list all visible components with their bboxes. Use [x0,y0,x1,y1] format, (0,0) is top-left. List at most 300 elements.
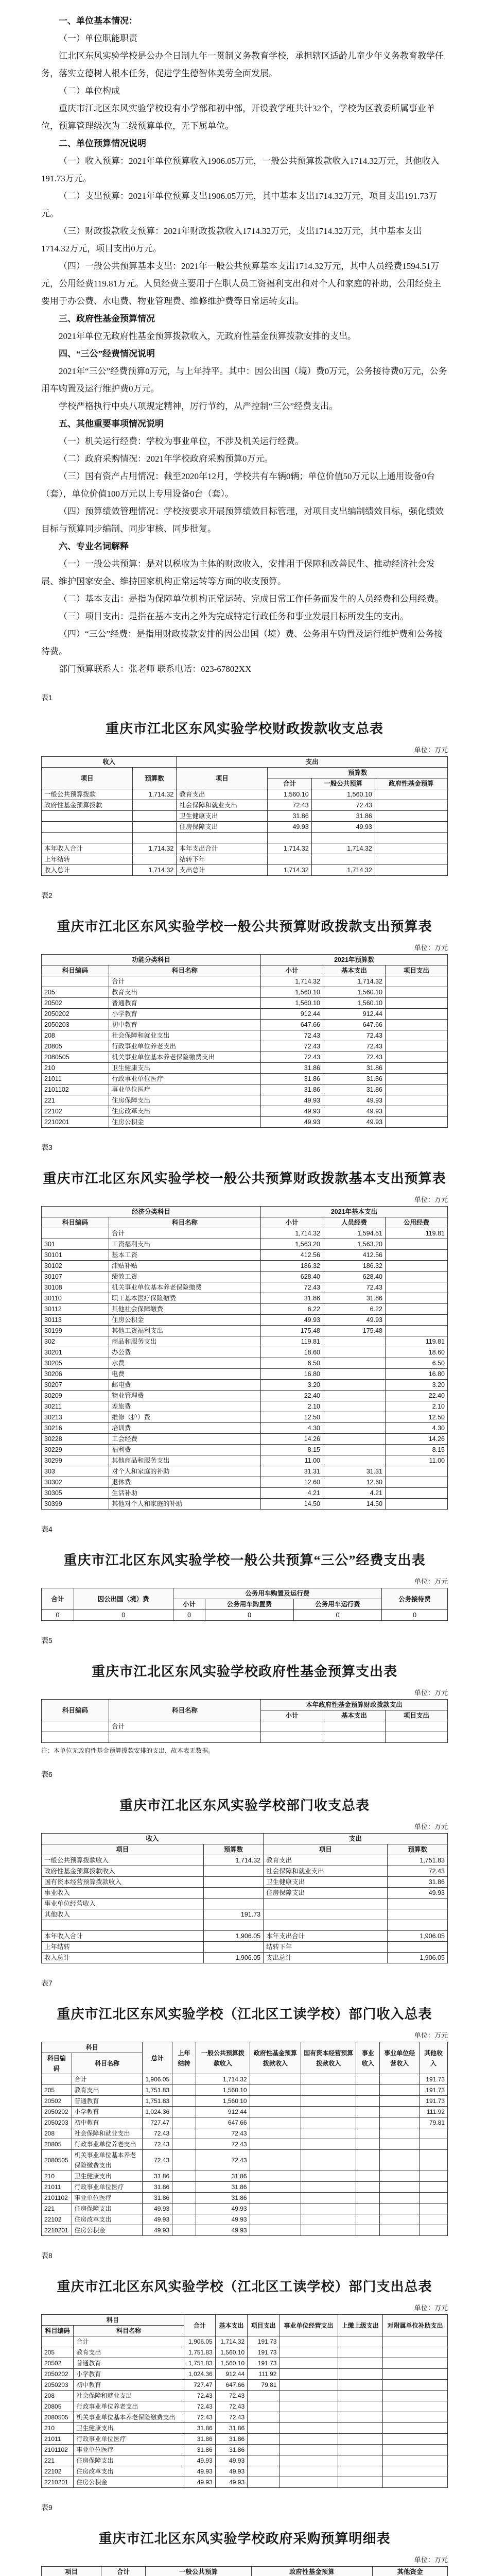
col-header: 项目 [42,768,133,789]
table-cell: 1,563.20 [261,1239,323,1250]
table-cell: 2101102 [42,1084,109,1095]
table-cell: 72.43 [196,2128,250,2139]
table-cell [375,789,447,800]
table-cell [280,2423,338,2434]
table-cell: 支出总计 [177,865,268,876]
table-cell [386,1466,448,1477]
table-cell [380,2074,420,2085]
table-cell [386,1063,448,1074]
table-cell [42,2336,74,2347]
table-cell: 6.50 [261,1358,323,1369]
table-row [42,2369,448,2380]
table-row [42,1095,448,1106]
table-cell: 191.73 [420,2085,448,2096]
col-header: 人员经费 [323,1217,386,1228]
dept-income-table [41,2042,448,2236]
table-cell: 30199 [42,1326,109,1336]
table-cell: 647.66 [261,1020,323,1030]
table-cell: 工资福利支出 [109,1239,261,1250]
col-header: 科目 [42,2042,143,2053]
table-cell [386,1488,448,1499]
unit-label: 单位：万元 [414,1196,448,1204]
table-cell: 0 [382,1610,448,1621]
table-cell: 119.81 [386,1228,448,1239]
table-row [42,1063,448,1074]
table-cell: 191.73 [248,2358,280,2369]
table-cell: 21011 [42,1074,109,1084]
table-cell [386,1261,448,1272]
table-row [42,1953,448,1963]
table-cell: 49.93 [196,2204,250,2214]
table-cell [203,1877,264,1888]
paragraph: （一）一般公共预算：是对以税收为主体的财政收入，安排用于保障和改善民生、推动经济社会发展、维护国家安全、维持国家机构正常运转等方面的收支预算。 [41,559,435,586]
table-cell [248,2401,280,2412]
table-cell: 31.86 [323,1063,386,1074]
col-header: 对附属单位补助支出 [383,2315,448,2336]
table-cell [356,2204,380,2214]
procurement-table [41,2566,448,2576]
table-row [42,1369,448,1380]
table-row [42,1434,448,1445]
table-cell [177,833,268,843]
table-cell [356,2074,380,2085]
table-cell: 191.73 [248,2347,280,2358]
table-cell: 31.31 [261,1466,323,1477]
table-cell: 住房保障支出 [177,822,268,833]
table-cell [248,2423,280,2434]
table-cell [268,833,311,843]
basic-expense-table [41,1206,448,1510]
table-cell: 31.86 [143,2193,172,2204]
table-row [42,1074,448,1084]
table-cell: 2080505 [42,2150,72,2171]
table-cell: 49.93 [261,1095,323,1106]
table-cell [280,2347,338,2358]
table-cell: 绩效工资 [109,1272,261,1282]
table-row [42,998,448,1009]
table-cell: 49.93 [196,2214,250,2225]
table-cell [338,2455,383,2466]
table-cell [388,1899,448,1909]
col-header: 科目名称 [109,1700,261,1721]
table-cell: 4.21 [261,1488,323,1499]
table-cell: 49.93 [196,2225,250,2236]
table-row [42,1610,448,1621]
table-cell [203,1866,264,1877]
table-cell: 20805 [42,2139,72,2150]
table-cell [356,2107,380,2117]
table-row [42,2445,448,2455]
table-cell [338,2380,383,2391]
table-row [42,2182,448,2193]
table-cell: 30299 [42,1455,109,1466]
table-row [42,1855,448,1866]
table-cell: 49.93 [261,1117,323,1128]
table-cell [388,1942,448,1953]
table-cell: 福利费 [109,1445,261,1455]
table-cell: 72.43 [196,2150,250,2171]
table-cell: 行政事业单位养老支出 [109,1041,261,1052]
col-header: 科目编码 [42,965,109,976]
table-cell: 31.86 [388,1877,448,1888]
table-cell: 0 [293,1610,381,1621]
table-cell: 31.86 [323,1074,386,1084]
table-cell: 31.86 [268,811,311,822]
table-cell [386,1304,448,1315]
table-cell: 21011 [42,2182,72,2193]
table-cell: 2101102 [42,2445,74,2455]
table-cell [323,1721,386,1732]
table-cell: 1,560.10 [196,2096,250,2107]
table-cell [172,2225,196,2236]
table-cell [356,2150,380,2171]
table-title: 重庆市江北区东风实验学校（江北区工读学校）部门收入总表 [57,2007,432,2022]
table-cell: 186.32 [261,1261,323,1272]
table-cell: 191.73 [420,2096,448,2107]
table-cell [386,1030,448,1041]
table-cell [301,2182,356,2193]
col-header: 公务用车购置费 [205,1599,293,1610]
table-row [42,2455,448,2466]
table-cell: 社会保障和就业支出 [74,2391,184,2401]
table-cell [356,2139,380,2150]
table-cell [375,800,447,811]
table-cell: 79.81 [248,2380,280,2391]
table-cell: 1,751.83 [388,1855,448,1866]
table-cell [338,2347,383,2358]
col-header: 一般公共预算拨款收入 [196,2042,250,2074]
table-cell: 18.60 [386,1347,448,1358]
col-header: 预算数 [203,1844,264,1855]
table-row [42,811,448,822]
table-cell: 工会经费 [109,1434,261,1445]
table-cell: 31.86 [196,2171,250,2182]
col-header: 收入 [42,1834,264,1844]
table-cell: 210 [42,1063,109,1074]
table-cell [248,2445,280,2455]
table-cell: 2050203 [42,1020,109,1030]
table-cell: 1,714.32 [215,2336,247,2347]
table-row [42,2074,448,2085]
table-cell [386,1084,448,1095]
table-row [42,1304,448,1315]
table-cell: 175.48 [261,1326,323,1336]
table-cell: 住房改革支出 [109,1106,261,1117]
table-cell: 31.86 [261,1063,323,1074]
table-cell: 49.93 [143,2214,172,2225]
table-row [42,1721,448,1732]
table-row [42,1466,448,1477]
table-cell: 社会保障和就业支出 [109,1030,261,1041]
table-cell: 79.81 [420,2117,448,2128]
table-cell: 72.43 [143,2139,172,2150]
table-cell: 退休费 [109,1477,261,1488]
col-header: 小计 [261,1217,323,1228]
table-cell [338,2401,383,2412]
table-cell: 31.31 [323,1466,386,1477]
table-cell [386,1477,448,1488]
table-cell: 301 [42,1239,109,1250]
table-cell: 事业单位医疗 [109,1084,261,1095]
table-cell: 邮电费 [109,1380,261,1391]
table-cell [420,2139,448,2150]
table-cell: 30209 [42,1391,109,1401]
table-cell [250,2225,301,2236]
table-row [42,800,448,811]
table-cell [42,1721,109,1732]
table-number: 表6 [41,1770,53,1778]
table-cell: 20502 [42,998,109,1009]
table-cell [386,1239,448,1250]
table-title: 重庆市江北区东风实验学校（江北区工读学校）部门支出总表 [57,2279,432,2294]
table-cell: 6.22 [323,1304,386,1315]
table-cell: 2050203 [42,2117,72,2128]
table-cell: 11.00 [261,1455,323,1466]
table-row [42,1412,448,1423]
table-cell: 收入总计 [42,1953,204,1963]
table-cell [42,1228,109,1239]
table-row [42,1488,448,1499]
paragraph: （二）支出预算：2021年单位预算支出1906.05万元，其中基本支出1714.32万元，项目支出191.73万元。 [41,191,438,218]
table-cell: 本年支出合计 [264,1931,388,1942]
table-cell: 205 [42,2347,74,2358]
table-cell [386,1282,448,1293]
table-number: 表7 [41,1979,53,1987]
table-cell: 政府性基金预算拨款收入 [42,1866,204,1877]
table-row [42,1315,448,1326]
table-row [42,1423,448,1434]
table-cell [301,2117,356,2128]
table-cell [250,2171,301,2182]
table-cell [42,976,109,987]
table-row [42,2204,448,2214]
table-cell: 1,714.32 [132,789,176,800]
table-cell [383,2466,448,2477]
col-header: 预算数 [388,1844,448,1855]
table-cell [203,1942,264,1953]
table-cell: 31.86 [215,2434,247,2445]
table-cell: 31.86 [261,1293,323,1304]
table-cell: 1,714.32 [132,865,176,876]
table-cell [380,2171,420,2182]
table-cell: 111.92 [420,2107,448,2117]
table-cell: 11.00 [386,1455,448,1466]
col-header: 一般公共预算 [146,2567,252,2576]
table-row [42,1347,448,1358]
table-cell [338,2434,383,2445]
table-cell: 一般公共预算拨款收入 [42,1855,204,1866]
table-row [42,1272,448,1282]
table-cell [420,2128,448,2139]
table-cell: 教育支出 [72,2085,143,2096]
table-row [42,1931,448,1942]
col-header: 小计 [173,1599,205,1610]
table-cell: 30228 [42,1434,109,1445]
table-cell: 商品和服务支出 [109,1336,261,1347]
table-cell: 1,560.10 [323,987,386,998]
col-header: 基本支出 [323,965,386,976]
table-cell [356,2214,380,2225]
paragraph: （四）预算绩效管理情况：学校按要求开展预算绩效目标管理，对项目支出编制绩效目标，强化绩效目标与预算同步编制、同步审核、同步批复。 [41,506,444,534]
three-public-expense-table [41,1588,448,1621]
table-cell: 事业收入 [42,1888,204,1899]
dept-summary-table [41,1833,448,1963]
table-cell [420,2214,448,2225]
section-heading: 二、单位预算情况说明 [59,139,146,148]
table-cell: 111.92 [248,2369,280,2380]
table-cell [338,2358,383,2369]
table-cell: 1,714.32 [268,843,311,854]
table-row [42,2150,448,2171]
table-cell [386,1117,448,1128]
table-cell: 本年收入合计 [42,843,133,854]
table-cell: 31.86 [323,1084,386,1095]
table-row [42,1477,448,1488]
paragraph: （一）收入预算：2021年单位预算收入1906.05万元，一般公共预算拨款收入1714.32万元，其他收入191.73万元。 [41,156,440,183]
table-row [42,1920,448,1931]
paragraph: （二）单位构成 [59,86,120,96]
table-cell: 维修（护）费 [109,1412,261,1423]
table-cell [250,2117,301,2128]
table-cell: 初中教育 [72,2117,143,2128]
table-title: 重庆市江北区东风实验学校部门收支总表 [119,1798,370,1813]
table-row [42,1455,448,1466]
table-cell: 住房保障支出 [72,2204,143,2214]
table-row [42,1909,448,1920]
table-cell: 1,714.32 [311,843,375,854]
table-cell: 合计 [109,1228,261,1239]
table-cell [380,2150,420,2171]
table-cell: 1,714.32 [196,2074,250,2085]
col-header: 本年政府性基金预算财政拨款支出 [261,1700,448,1710]
table-cell: 1,714.32 [323,976,386,987]
table-cell [311,854,375,865]
table-number: 表9 [41,2503,53,2512]
table-cell: 49.93 [311,822,375,833]
table-cell: 647.66 [196,2117,250,2128]
table-cell [248,2391,280,2401]
table-cell: 205 [42,2085,72,2096]
table-row [42,1336,448,1347]
col-header: 科目编码 [42,2053,72,2074]
col-header: 总计 [143,2042,172,2074]
table-cell: 教育支出 [264,1855,388,1866]
table-cell: 31.86 [261,1084,323,1095]
table-cell [386,1041,448,1052]
table-row [42,2117,448,2128]
table-cell: 72.43 [323,1052,386,1063]
table-cell [172,2074,196,2085]
table-cell [301,2107,356,2117]
table-cell: 收入总计 [42,865,133,876]
table-cell [356,2171,380,2182]
table-cell: 72.43 [323,1041,386,1052]
table-row [42,1326,448,1336]
table-row [42,2358,448,2369]
general-budget-expense-table [41,954,448,1128]
table-cell: 20805 [42,2401,74,2412]
table-cell [323,1369,386,1380]
table-cell [42,833,133,843]
table-cell [301,2139,356,2150]
table-cell: 上年结转 [42,1942,204,1953]
table-row [42,2096,448,2107]
table-cell: 2080505 [42,1052,109,1063]
table-cell: 14.26 [386,1434,448,1445]
table-row [42,1052,448,1063]
table-cell [280,2336,338,2347]
table-row [42,1877,448,1888]
table-cell: 教育支出 [177,789,268,800]
paragraph: （一）机关运行经费：学校为事业单位，不涉及机关运行经费。 [59,436,304,446]
table-cell: 初中教育 [109,1020,261,1030]
table-number: 表3 [41,1143,53,1151]
table-cell [338,2336,383,2347]
table-cell: 912.44 [215,2369,247,2380]
table-cell: 生活补助 [109,1488,261,1499]
table-cell [375,865,447,876]
table-cell [420,2204,448,2214]
paragraph: （三）财政拨款收支预算：2021年财政拨款收入1714.32万元，支出1714.32万元，其中基本支出1714.32万元，项目支出0万元。 [41,226,422,253]
table-cell: 2101102 [42,2193,72,2204]
table-cell: 6.50 [386,1358,448,1369]
table-cell: 2050203 [42,2380,74,2391]
paragraph: 2021年“三公”经费预算0万元，与上年持平。其中：因公出国（境）费0万元，公务接待费0万元，公务用车购置及运行维护费0万元。 [41,366,447,394]
table-cell [301,2225,356,2236]
fiscal-summary-table [41,756,448,876]
paragraph: （三）国有资产占用情况：截至2020年12月，学校共有车辆0辆；单位价值50万元以上通用设备0台（套），单位价值100万元以上专用设备0台（套）。 [41,471,435,499]
table-row [42,1106,448,1117]
col-header: 公务接待费 [382,1588,448,1610]
table-cell: 0 [74,1610,173,1621]
table-cell: 31.86 [323,1293,386,1304]
table-cell: 31.86 [261,1074,323,1084]
table-cell: 行政事业单位医疗 [74,2434,184,2445]
table-cell: 30207 [42,1380,109,1391]
table-cell [383,2358,448,2369]
table-cell [323,1391,386,1401]
table-row [42,833,448,843]
table-cell [383,2445,448,2455]
table-cell [172,2117,196,2128]
table-cell [356,2117,380,2128]
section-heading: 三、政府性基金预算情况 [59,314,155,324]
table-cell: 49.93 [323,1117,386,1128]
table-cell: 国有资本经营预算拨款收入 [42,1877,204,1888]
table-cell [420,2193,448,2204]
table-row [42,2477,448,2488]
col-header: 科目名称 [72,2053,143,2074]
table-title: 重庆市江北区东风实验学校财政拨款收支总表 [105,721,383,736]
col-header: 其他资金 [373,2567,448,2576]
table-cell: 职工基本医疗保险缴费 [109,1293,261,1304]
table-row [42,2466,448,2477]
paragraph: 重庆市江北区东风实验学校设有小学部和初中部，开设教学班共计32个，学校为区教委所属事业单位，预算管理级次为二级预算单位，无下属单位。 [41,104,435,131]
table-cell: 3.20 [386,1380,448,1391]
col-header: 上年结转 [172,2042,196,2074]
table-cell [248,2477,280,2488]
col-header: 项目 [42,2567,101,2576]
col-header: 科目名称 [109,1217,261,1228]
table-cell: 社会保障和就业支出 [264,1866,388,1877]
table-cell: 72.43 [261,1030,323,1041]
table-cell [172,2150,196,2171]
table-cell: 事业单位经营收入 [42,1899,204,1909]
table-cell: 政府性基金预算拨款 [42,800,133,811]
col-header: 科目编码 [42,1217,109,1228]
table-cell [280,2369,338,2380]
table-cell: 30213 [42,1412,109,1423]
